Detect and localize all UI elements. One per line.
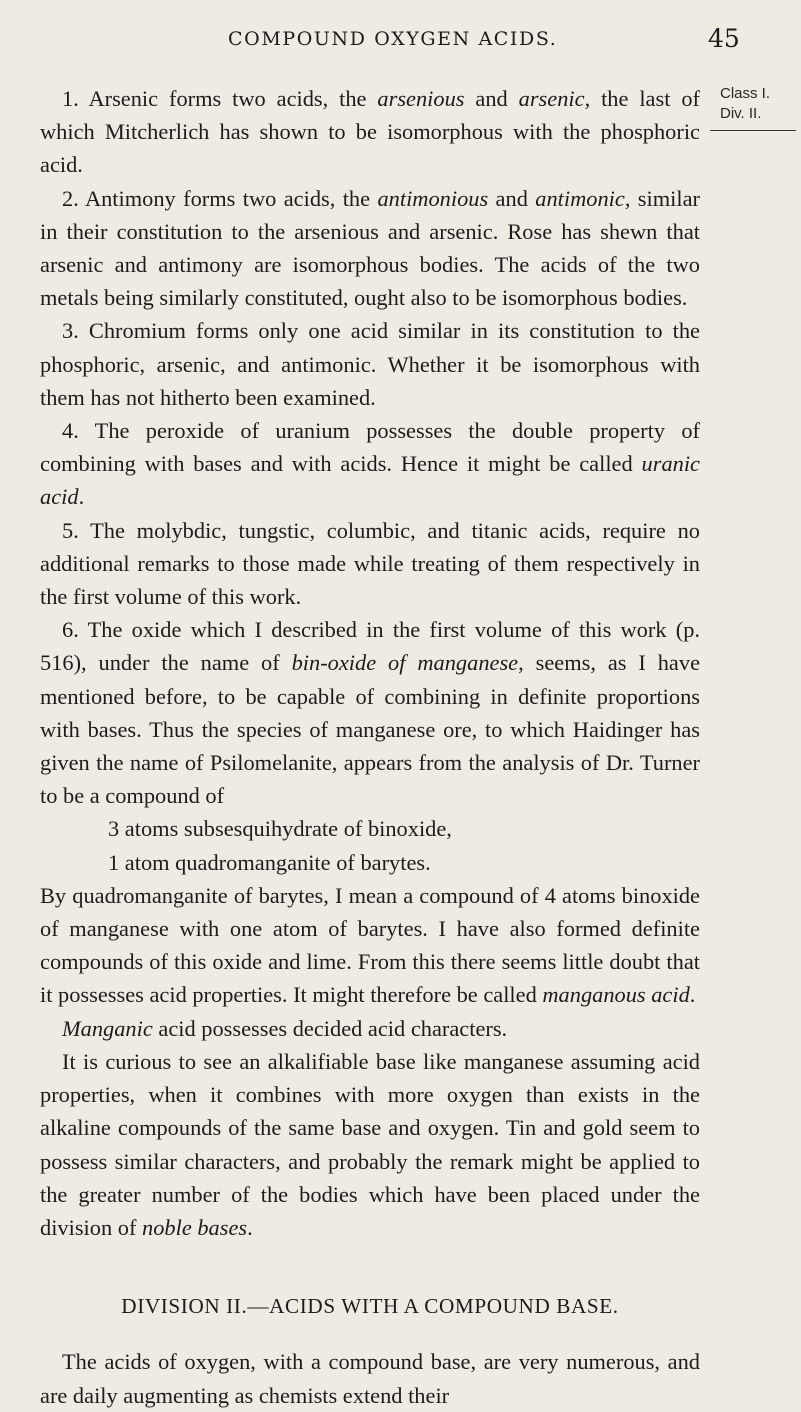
formula-line-1: 3 atoms subsesquihydrate of binoxide, bbox=[108, 816, 452, 842]
paragraph-chromium: 3. Chromium forms only one acid similar in its constitution to the phosphoric, arsenic, and antimonic. Whether it be isomorphous with them has not hitherto been examined. bbox=[40, 318, 700, 410]
paragraph-antimony: 2. Antimony forms two acids, the antimonious and antimonic, similar in their constitution to the arsenious and arsenic. Rose has shewn that arsenic and antimony are isomorphous bodies. The acids of the two metals being similarly constituted, ought also to be isomorphous bodies. bbox=[40, 185, 700, 311]
paragraph-arsenic: 1. Arsenic forms two acids, the arsenious and arsenic, the last of which Mitcherlich has shown to be isomorphous with the phosphoric acid. bbox=[40, 86, 700, 178]
paragraph-curious: It is curious to see an alkalifiable base like manganese assuming acid properties, when it combines with more oxygen than exists in the alkaline compounds of the same base and oxygen. Tin and gold seem to possess similar characters, and probably the remark might be applied to the greater number of the bodies which have been placed under the division of noble bases. bbox=[40, 1048, 700, 1240]
body-text bbox=[40, 82, 700, 1412]
paragraph-manganic: Manganic acid possesses decided acid characters. bbox=[62, 1015, 508, 1041]
paragraph-compound-base: The acids of oxygen, with a compound base, are very numerous, and are daily augmenting as chemists extend their bbox=[40, 1349, 700, 1408]
page-number: 45 bbox=[708, 24, 740, 53]
paragraph-quadromanganite: By quadromanganite of barytes, I mean a compound of 4 atoms binoxide of manganese with one atom of barytes. I have also formed definite compounds of this oxide and lime. From this there seems little doubt that it possesses acid properties. It might therefore be called manganous acid. bbox=[40, 882, 700, 1008]
margin-note-class: Class I. bbox=[720, 85, 771, 102]
formula-line-2: 1 atom quadromanganite of barytes. bbox=[108, 849, 431, 875]
running-header: COMPOUND OXYGEN ACIDS. bbox=[228, 28, 558, 50]
paragraph-molybdic: 5. The molybdic, tungstic, columbic, and titanic acids, require no additional remarks to those made while treating of them respectively in the first volume of this work. bbox=[40, 517, 700, 610]
division-heading: DIVISION II.—ACIDS WITH A COMPOUND BASE. bbox=[121, 1294, 619, 1319]
paragraph-uranium: 4. The peroxide of uranium possesses the double property of combining with bases and with acids. Hence it might be called uranic acid. bbox=[40, 418, 700, 510]
margin-note-division: Div. II. bbox=[720, 105, 762, 122]
paragraph-binoxide: 6. The oxide which I described in the first volume of this work (p. 516), under the name of bin-oxide of manganese, seems, as I have mentioned before, to be capable of combining in definite proportions with bases. Thus the species of manganese ore, to which Haidinger has given the name of Psilomelanite, appears from the analysis of Dr. Turner to be a compound of bbox=[40, 617, 701, 809]
margin-rule bbox=[710, 130, 796, 131]
margin-note bbox=[720, 84, 770, 124]
